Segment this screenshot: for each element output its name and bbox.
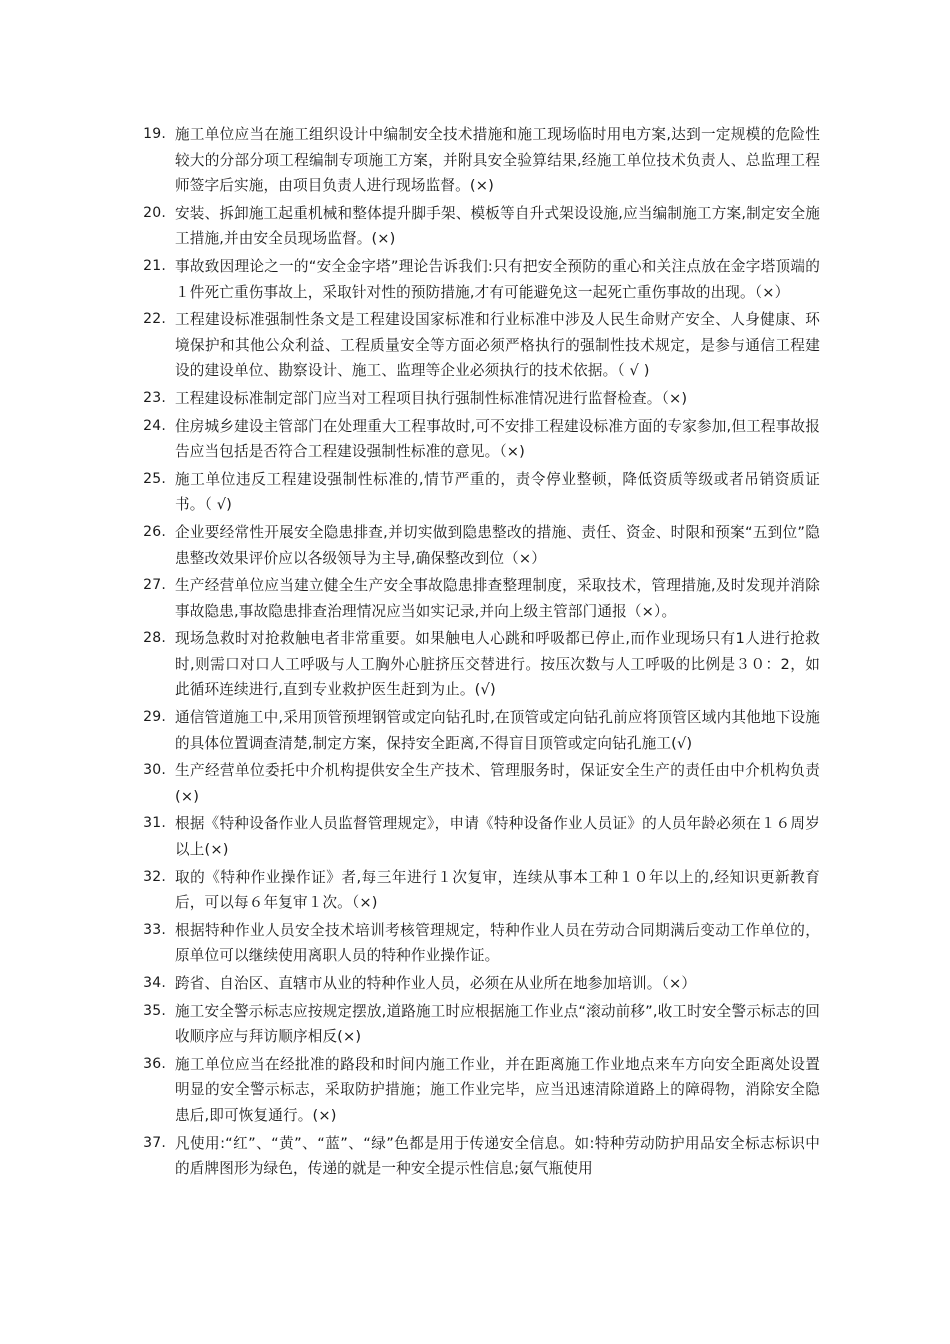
list-item [120, 1131, 820, 1182]
item-text: 事故致因理论之一的“安全金字塔”理论告诉我们:只有把安全预防的重心和关注点放在金字塔顶端的１件死亡重伤事故上，采取针对性的预防措施,才有可能避免这一起死亡重伤事故的出现。（×） [175, 257, 820, 301]
list-item [120, 1052, 820, 1129]
item-text: 企业要经常性开展安全隐患排查,并切实做到隐患整改的措施、责任、资金、时限和预案“五到位”隐患整改效果评价应以各级领导为主导,确保整改到位（×） [175, 523, 820, 567]
item-number: 36. [143, 1055, 166, 1072]
list-item [120, 414, 820, 465]
item-number: 22. [143, 311, 166, 328]
item-number: 31. [143, 815, 166, 832]
item-text: 安装、拆卸施工起重机械和整体提升脚手架、模板等自升式架设设施,应当编制施工方案,制定安全施工措施,并由安全员现场监督。(×) [175, 204, 820, 248]
list-item [120, 467, 820, 518]
list-item [120, 971, 820, 997]
list-item [120, 758, 820, 809]
item-text: 住房城乡建设主管部门在处理重大工程事故时,可不安排工程建设标准方面的专家参加,但工程事故报告应当包括是否符合工程建设强制性标准的意见。（×) [175, 417, 820, 461]
item-text: 生产经营单位应当建立健全生产安全事故隐患排查整理制度，采取技术，管理措施,及时发现并消除事故隐患,事故隐患排查治理情况应当如实记录,并向上级主管部门通报（×）。 [175, 577, 820, 620]
list-item [120, 573, 820, 624]
list-item [120, 999, 820, 1050]
item-text: 根据《特种设备作业人员监督管理规定》，申请《特种设备作业人员证》的人员年龄必须在１６周岁以上(×) [175, 815, 820, 859]
item-number: 26. [143, 523, 166, 540]
list-item [120, 386, 820, 412]
list-item [120, 122, 820, 199]
list-item [120, 520, 820, 571]
item-text: 取的《特种作业操作证》者,每三年进行１次复审，连续从事本工种１０年以上的,经知识更新教育后，可以每６年复审１次。（×) [175, 868, 820, 912]
item-text: 生产经营单位委托中介机构提供安全生产技术、管理服务时，保证安全生产的责任由中介机构负责(×) [175, 762, 820, 805]
list-item [120, 865, 820, 916]
item-number: 33. [143, 921, 166, 938]
item-text: 施工安全警示标志应按规定摆放,道路施工时应根据施工作业点“滚动前移”,收工时安全警示标志的回收顺序应与拜访顺序相反(×) [175, 1002, 820, 1046]
item-text: 通信管道施工中,采用顶管预埋钢管或定向钻孔时,在顶管或定向钻孔前应将顶管区域内其他地下设施的具体位置调查清楚,制定方案，保持安全距离,不得盲目顶管或定向钻孔施工(√) [175, 709, 820, 752]
numbered-question-list [120, 122, 820, 1184]
item-text: 跨省、自治区、直辖市从业的特种作业人员，必须在从业所在地参加培训。（×） [175, 975, 697, 992]
item-number: 30. [143, 762, 166, 779]
item-text: 工程建设标准强制性条文是工程建设国家标准和行业标准中涉及人民生命财产安全、人身健康、环境保护和其他公众利益、工程质量安全等方面必须严格执行的强制性技术规定，是参与通信工程建设的建设单位、勘察设计、施工、监理等企业必须执行的技术依据。（ √ ) [175, 311, 820, 380]
item-text: 施工单位违反工程建设强制性标准的,情节严重的，责令停业整顿，降低资质等级或者吊销资质证书。（ √) [175, 470, 820, 514]
item-number: 21. [143, 257, 166, 274]
item-number: 32. [143, 868, 166, 885]
list-item [120, 811, 820, 862]
item-text: 工程建设标准制定部门应当对工程项目执行强制性标准情况进行监督检查。（×) [175, 389, 688, 407]
item-number: 19. [143, 126, 166, 142]
item-number: 28. [143, 630, 166, 647]
item-text: 施工单位应当在经批准的路段和时间内施工作业，并在距离施工作业地点来车方向安全距离处设置明显的安全警示标志，采取防护措施；施工作业完毕，应当迅速清除道路上的障碍物，消除安全隐患后,即可恢复通行。(×) [175, 1055, 820, 1124]
item-number: 25. [143, 470, 166, 487]
list-item [120, 201, 820, 252]
item-text: 施工单位应当在施工组织设计中编制安全技术措施和施工现场临时用电方案,达到一定规模的危险性较大的分部分项工程编制专项施工方案，并附具安全验算结果,经施工单位技术负责人、总监理工程师签字后实施，由项目负责人进行现场监督。(×) [175, 126, 820, 195]
item-text: 凡使用:“红”、“黄”、“蓝”、“绿”色都是用于传递安全信息。如:特种劳动防护用品安全标志标识中的盾牌图形为绿色，传递的就是一种安全提示性信息;氨气瓶使用 [175, 1134, 820, 1178]
list-item [120, 307, 820, 384]
item-number: 20. [143, 204, 166, 221]
item-number: 24. [143, 417, 166, 434]
list-item [120, 918, 820, 969]
item-text: 现场急救时对抢救触电者非常重要。如果触电人心跳和呼吸都已停止,而作业现场只有1人进行抢救时,则需口对口人工呼吸与人工胸外心脏挤压交替进行。按压次数与人工呼吸的比例是３０：2，如此循环连续进行,直到专业救护医生赶到为止。(√) [175, 630, 820, 699]
item-number: 23. [143, 389, 166, 406]
item-number: 29. [143, 709, 166, 726]
list-item [120, 705, 820, 756]
item-number: 34. [143, 975, 166, 991]
item-number: 37. [143, 1134, 166, 1151]
item-text: 根据特种作业人员安全技术培训考核管理规定，特种作业人员在劳动合同期满后变动工作单位的，原单位可以继续使用离职人员的特种作业操作证。 [175, 921, 820, 965]
item-number: 27. [143, 577, 166, 594]
item-number: 35. [143, 1002, 166, 1019]
list-item [120, 254, 820, 305]
list-item [120, 626, 820, 703]
